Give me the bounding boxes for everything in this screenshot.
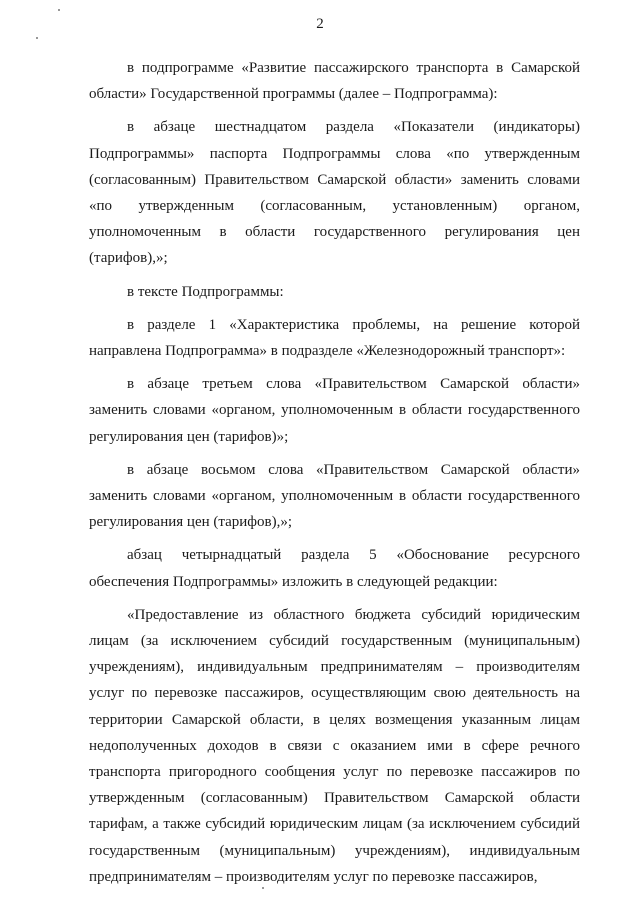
document-body bbox=[89, 55, 580, 890]
paragraph-third-abzac: в абзаце третьем слова «Правительством Самарской области» заменить словами «органом, уполномоченным в области государственного регулирования цен (тарифов)»; bbox=[89, 376, 580, 445]
scan-speck bbox=[262, 887, 264, 889]
scan-speck bbox=[36, 37, 38, 39]
paragraph-section-1: в разделе 1 «Характеристика проблемы, на решение которой направлена Подпрограмма» в подразделе «Железнодорожный транспорт»: bbox=[89, 316, 580, 360]
paragraph-subprogram-intro: в подпрограмме «Развитие пассажирского транспорта в Самарской области» Государственной программы (далее – Подпрограмма): bbox=[89, 60, 580, 103]
paragraph-eighth-abzac: в абзаце восьмом слова «Правительством Самарской области» заменить словами «органом, уполномоченным в области государственного регулирования цен (тарифов),»; bbox=[89, 461, 580, 531]
paragraph-section-5: абзац четырнадцатый раздела 5 «Обоснование ресурсного обеспечения Подпрограммы» изложить в следующей редакции: bbox=[89, 547, 580, 590]
scan-speck bbox=[58, 9, 60, 11]
paragraph-text-of-subprogram: в тексте Подпрограммы: bbox=[127, 283, 284, 300]
paragraph-indicators-amendment: в абзаце шестнадцатом раздела «Показатели (индикаторы) Подпрограммы» паспорта Подпрограммы слова «по утвержденным (согласованным) Правительством Самарской области» заменить словами «по утвержденным (согласованным, установленным) органом, уполномоченным в области государственного регулирования цен (тарифов),»; bbox=[89, 119, 580, 267]
paragraph-quoted-text: «Предоставление из областного бюджета субсидий юридическим лицам (за исключением субсидий государственным (муниципальным) учреждениям), индивидуальным предпринимателям – производителям услуг по перевозке пассажиров, осуществляющим свою деятельность на территории Самарской области, в целях возмещения указанным лицам недополученных доходов в связи с оказанием ими в сфере речного транспорта пригородного сообщения услуг по перевозке пассажиров по утвержденным (согласованным) Правительством Самарской области тарифам, а также субсидий юридическим лицам (за исключением субсидий государственным (муниципальным) учреждениям), индивидуальным предпринимателям – производителям услуг по перевозке пассажиров, bbox=[89, 606, 580, 885]
page-number: 2 bbox=[316, 16, 324, 32]
